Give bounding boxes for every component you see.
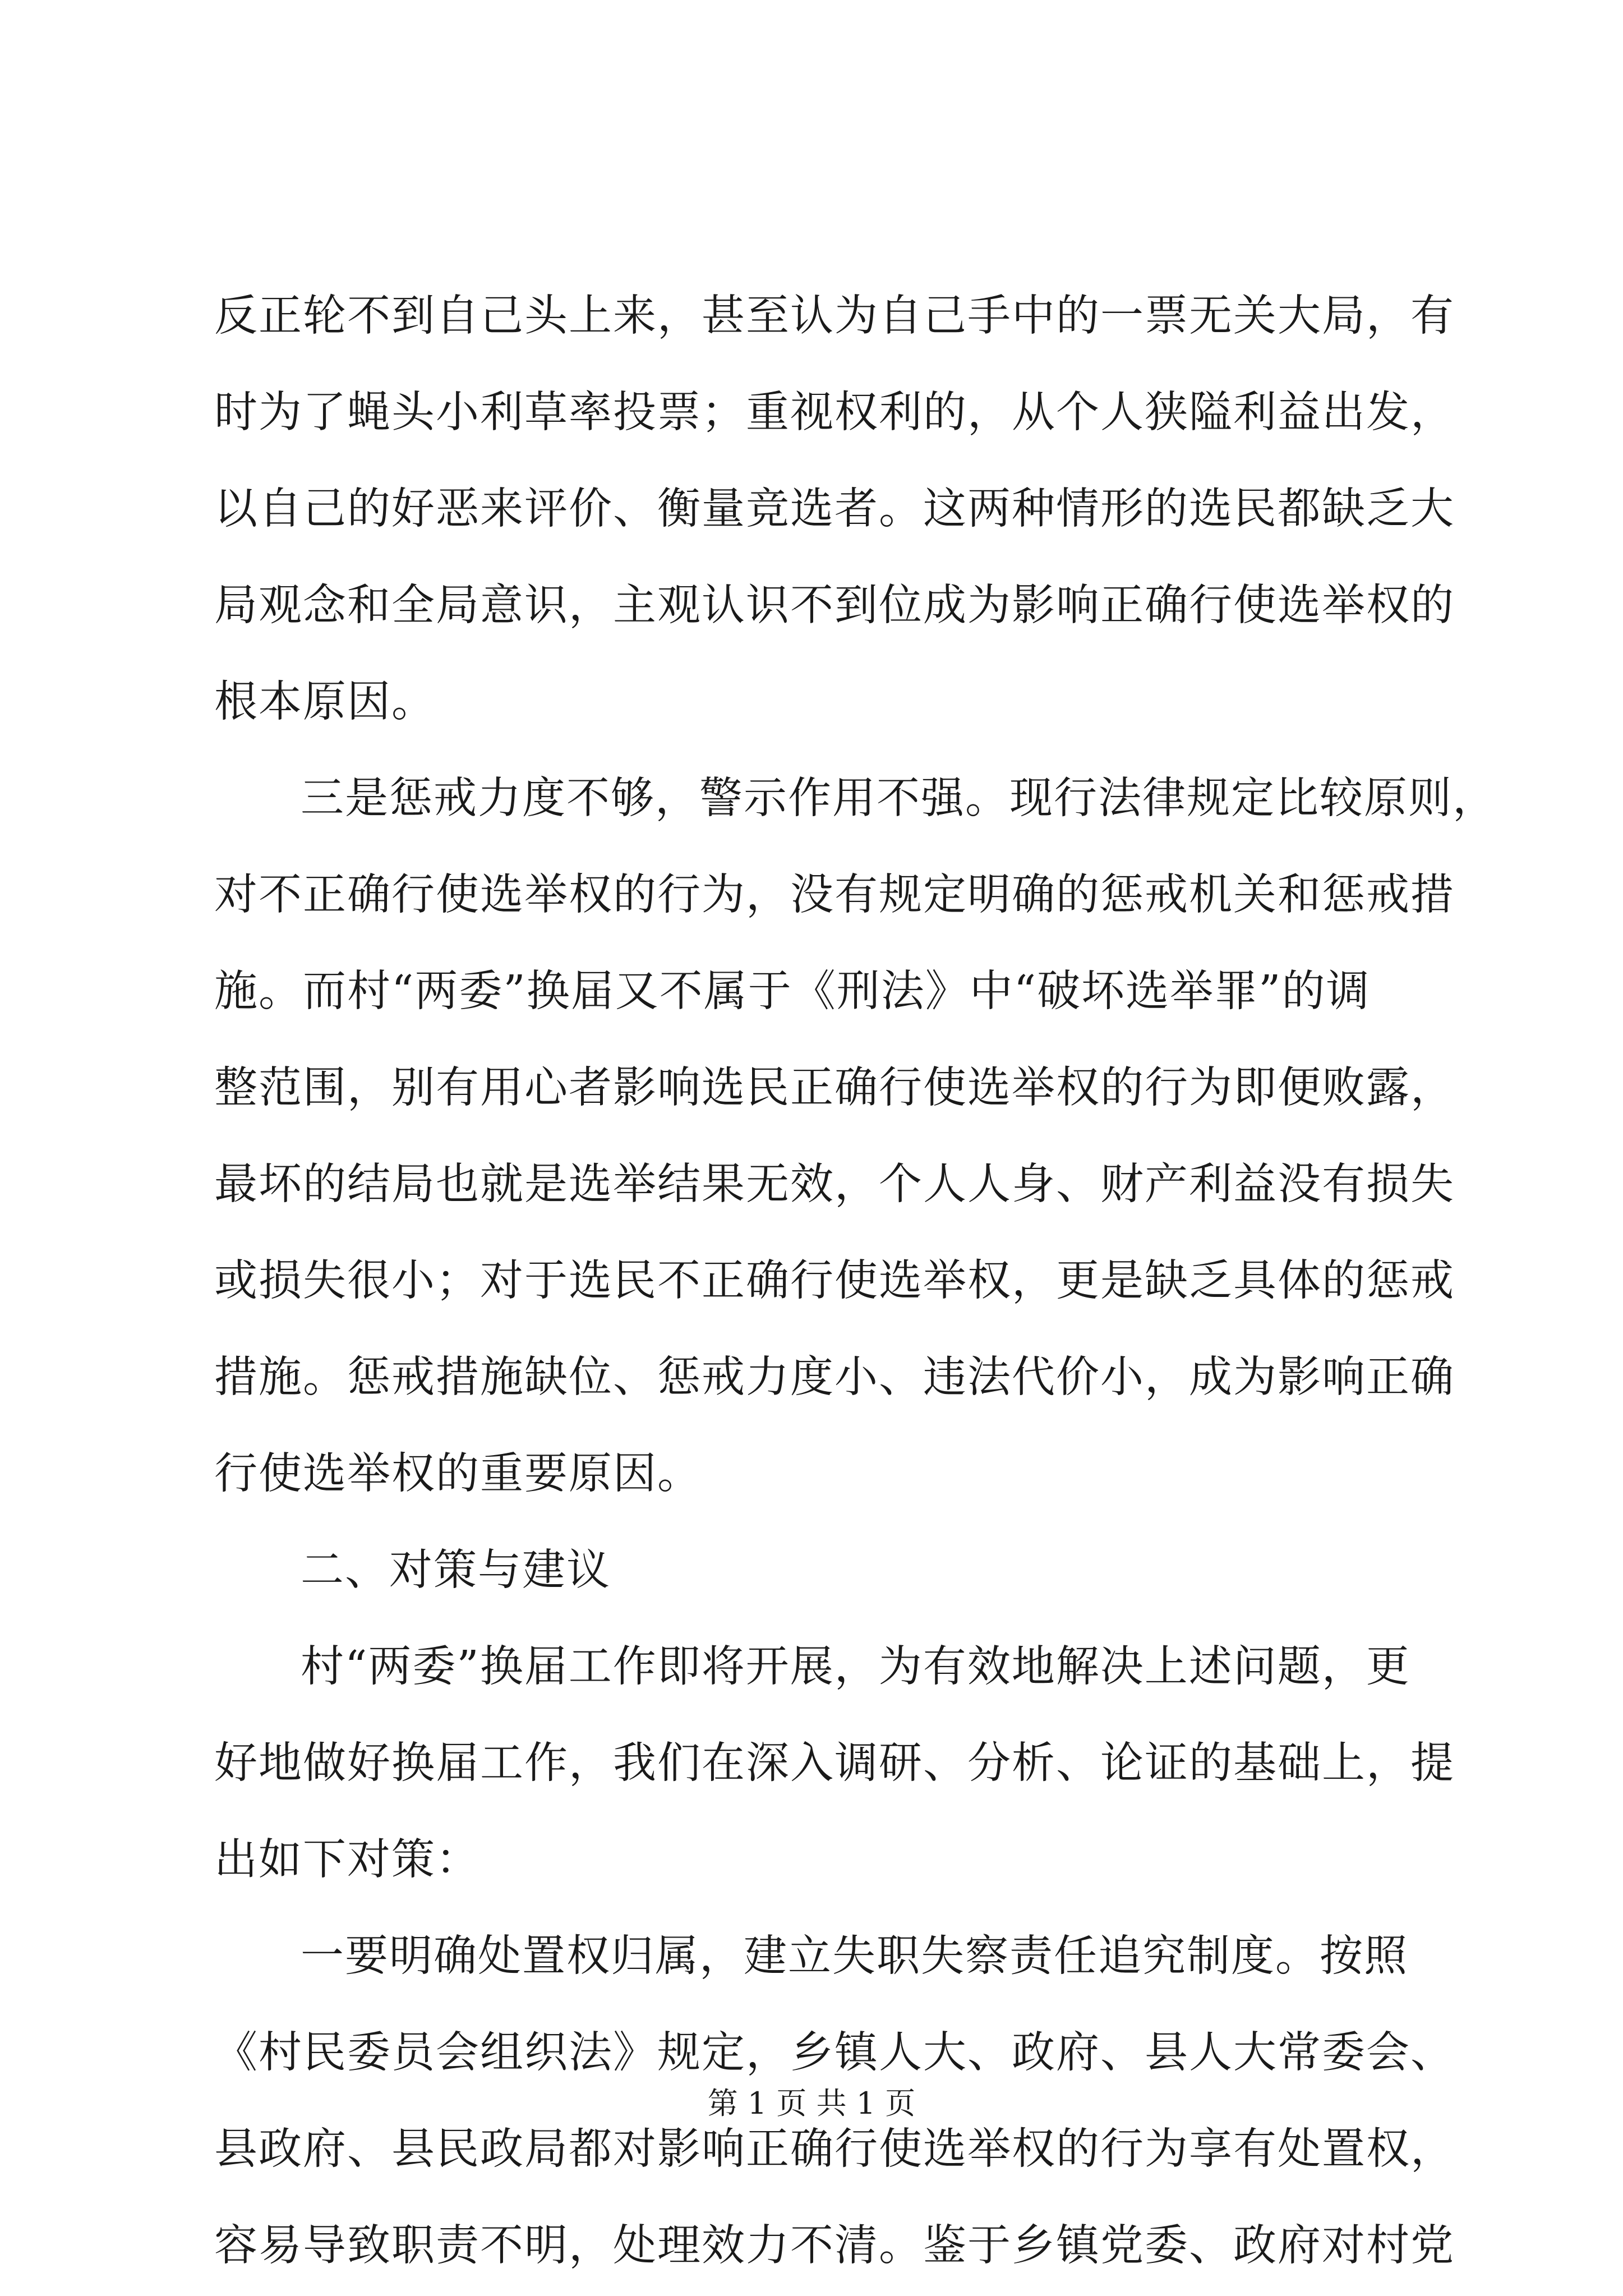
paragraph-start-line: 三是惩戒力度不够，警示作用不强。现行法律规定比较原则， <box>301 774 1497 823</box>
text-line: 时为了蝇头小利草率投票；重视权利的，从个人狭隘利益出发， <box>214 388 1455 438</box>
text-line: 反正轮不到自己头上来，甚至认为自己手中的一票无关大局，有 <box>214 291 1455 341</box>
paragraph-start-line: 村“两委”换届工作即将开展，为有效地解决上述问题，更 <box>301 1642 1410 1692</box>
text-line: 对不正确行使选举权的行为，没有规定明确的惩戒机关和惩戒措 <box>214 870 1455 920</box>
page-number-footer: 第 1 页 共 1 页 <box>707 2086 916 2121</box>
document-body <box>214 268 1497 2294</box>
text-line: 最坏的结局也就是选举结果无效，个人人身、财产利益没有损失 <box>214 1159 1455 1209</box>
text-line: 施。而村“两委”换届又不属于《刑法》中“破坏选举罪”的调 <box>214 967 1371 1016</box>
text-line: 县政府、县民政局都对影响正确行使选举权的行为享有处置权， <box>214 2124 1455 2174</box>
text-line: 以自己的好恶来评价、衡量竞选者。这两种情形的选民都缺乏大 <box>214 484 1455 534</box>
text-line: 好地做好换届工作，我们在深入调研、分析、论证的基础上，提 <box>214 1738 1455 1788</box>
text-line: 出如下对策： <box>214 1835 480 1885</box>
text-line: 根本原因。 <box>214 677 436 727</box>
paragraph-start-line: 一要明确处置权归属，建立失职失察责任追究制度。按照 <box>301 1931 1408 1981</box>
text-line: 或损失很小；对于选民不正确行使选举权，更是缺乏具体的惩戒 <box>214 1256 1455 1306</box>
text-line: 《村民委员会组织法》规定，乡镇人大、政府、县人大常委会、 <box>214 2028 1455 2078</box>
text-line: 整范围，别有用心者影响选民正确行使选举权的行为即便败露， <box>214 1063 1455 1113</box>
section-heading: 二、对策与建议 <box>301 1545 611 1595</box>
text-line: 容易导致职责不明，处理效力不清。鉴于乡镇党委、政府对村党 <box>214 2221 1455 2271</box>
text-line: 措施。惩戒措施缺位、惩戒力度小、违法代价小，成为影响正确 <box>214 1352 1455 1402</box>
text-line: 行使选举权的重要原因。 <box>214 1449 702 1499</box>
text-line: 局观念和全局意识，主观认识不到位成为影响正确行使选举权的 <box>214 581 1455 631</box>
